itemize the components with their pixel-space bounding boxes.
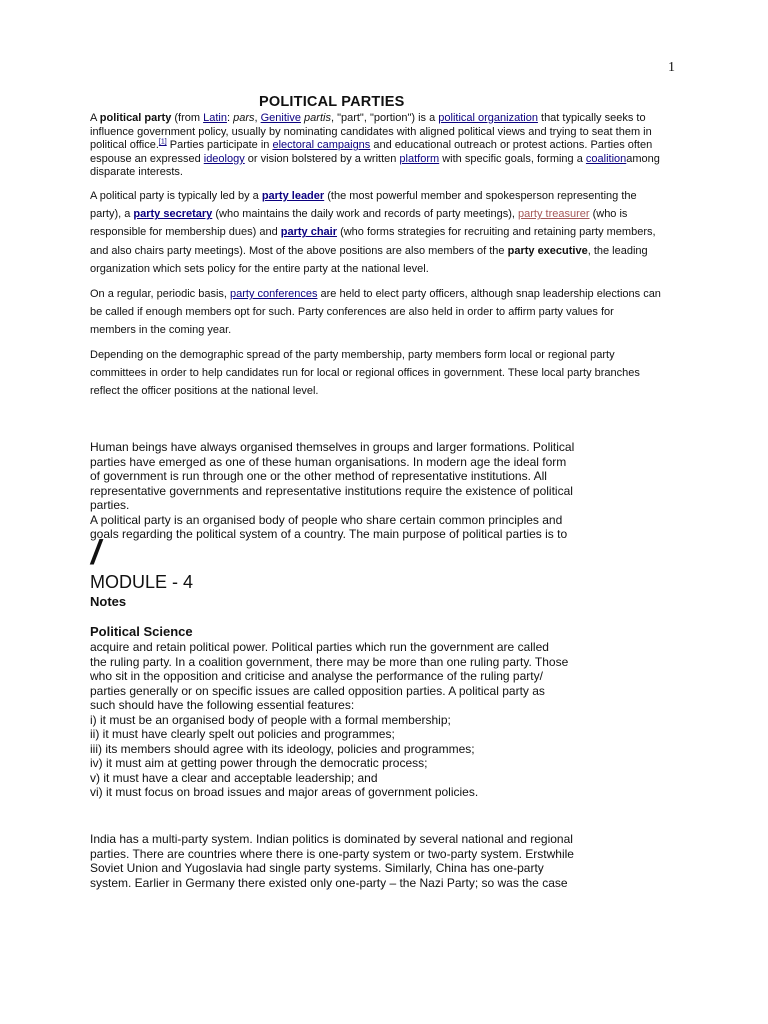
notes-heading: Notes [90,594,127,609]
intro-paragraph [90,112,690,180]
page-number: 1 [668,60,675,75]
bold-term: political party [99,112,172,124]
text-line: be called if enough members opt for such. Party conferences are also held in order to affirm party values for [90,306,614,319]
link-electoral-campaigns[interactable]: electoral campaigns [272,139,371,152]
text: and also chairs party meetings). Most of the above positions are also members of the [90,244,508,257]
text-line: organization which sets policy for the entire party at the national level. [90,262,429,275]
conferences-paragraph [90,285,690,340]
link-latin[interactable]: Latin [203,112,227,124]
text-line: members in the coming year. [90,324,232,337]
text: (who maintains the daily work and records of party meetings), [212,208,518,221]
text-line: disparate interests. [90,166,183,179]
text: Parties participate in [166,139,273,152]
link-party-chair[interactable]: party chair [280,226,338,239]
link-party-treasurer[interactable]: party treasurer [518,208,590,221]
text: political office. [90,139,159,152]
text-line: reflect the officer positions at the national level. [90,385,319,398]
list-item: iii) its members should agree with its ideology, policies and programmes; [90,741,475,756]
human-organisations-paragraph [90,440,690,542]
text: with specific goals, forming a [439,152,586,165]
text: that typically seeks to [537,112,646,124]
text: (who forms strategies for recruiting and retaining party members, [337,226,656,239]
link-party-secretary[interactable]: party secretary [133,208,213,221]
page-title: POLITICAL PARTIES [259,94,405,110]
text: A [90,112,100,124]
text-line: parties. There are countries where there is one-party system or two-party system. Erstwhile [90,846,574,861]
text-line: parties. [90,498,130,512]
text-line: such should have the following essential features: [90,698,355,712]
link-coalition[interactable]: coalition [585,152,627,165]
link-political-organization[interactable]: political organization [438,112,538,124]
text-line: goals regarding the political system of a country. The main purpose of political parties is to [90,527,568,541]
text-line: committees in order to help candidates run for local or regional offices in government. These local party branches [90,367,640,380]
text-line: who sit in the opposition and criticise and analyse the performance of the ruling party/ [90,669,543,683]
text-line: influence government policy, usually by nominating candidates with aligned political views and trying to seat them in [90,125,652,138]
text: (the most powerful member and spokesperson representing the [324,190,637,202]
text: (from [171,112,204,124]
text: , "part", "portion") is a [330,112,439,124]
reference-link[interactable]: [1] [158,138,167,146]
text-line: Depending on the demographic spread of the party membership, party members form local or regional party [90,349,615,361]
text-line: representative governments and representative institutions require the existence of political [90,483,573,498]
list-item: ii) it must have clearly spelt out policies and programmes; [90,727,395,741]
text: (who is [589,208,628,221]
italic-term: partis [304,112,331,124]
leadership-paragraph [90,187,690,278]
political-science-heading: Political Science [90,624,193,639]
module-heading: MODULE - 4 [90,572,194,592]
bold-term: party executive [507,244,588,257]
list-item: i) it must be an organised body of people with a formal membership; [90,712,451,727]
text: are held to elect party officers, although snap leadership elections can [317,288,661,300]
india-paragraph [90,832,690,890]
text-line: parties generally or on specific issues are called opposition parties. A political party as [90,683,545,698]
list-item: iv) it must aim at getting power through the democratic process; [90,756,428,770]
slash-mark: / [91,534,101,572]
features-paragraph [90,640,690,800]
text: responsible for membership dues) and [90,226,281,239]
link-party-leader[interactable]: party leader [261,190,325,202]
list-item: vi) it must focus on broad issues and major areas of government policies. [90,785,479,799]
link-party-conferences[interactable]: party conferences [230,288,318,300]
text-line: parties have emerged as one of these human organisations. In modern age the ideal form [90,454,567,469]
text: , [254,112,261,124]
text-line: Soviet Union and Yugoslavia had single party systems. Similarly, China has one-party [90,861,544,875]
text: A political party is typically led by a [90,190,262,202]
text: party), a [90,208,134,221]
text: among [626,152,660,165]
text: or vision bolstered by a written [244,152,400,165]
demographic-paragraph [90,346,690,401]
text-line: Human beings have always organised themselves in groups and larger formations. Political [90,440,575,454]
link-platform[interactable]: platform [399,152,440,165]
text: espouse an expressed [90,152,204,165]
link-genitive[interactable]: Genitive [260,112,301,124]
italic-term: pars [233,112,255,124]
text-line: acquire and retain political power. Political parties which run the government are called [90,640,549,654]
text-line: India has a multi-party system. Indian politics is dominated by several national and regional [90,832,573,846]
text: : [226,112,234,124]
text: and educational outreach or protest actions. Parties often [370,139,653,152]
text-line: the ruling party. In a coalition government, there may be more than one ruling party. Those [90,654,569,669]
text-line: A political party is an organised body of people who share certain common principles and [90,512,563,527]
link-ideology[interactable]: ideology [203,152,245,165]
list-item: v) it must have a clear and acceptable leadership; and [90,770,378,785]
text: , the leading [587,244,648,257]
text-line: system. Earlier in Germany there existed only one-party – the Nazi Party; so was the case [90,875,568,890]
text-line: of government is run through one or the other method of representative institutions. All [90,469,547,483]
text: On a regular, periodic basis, [90,288,231,300]
